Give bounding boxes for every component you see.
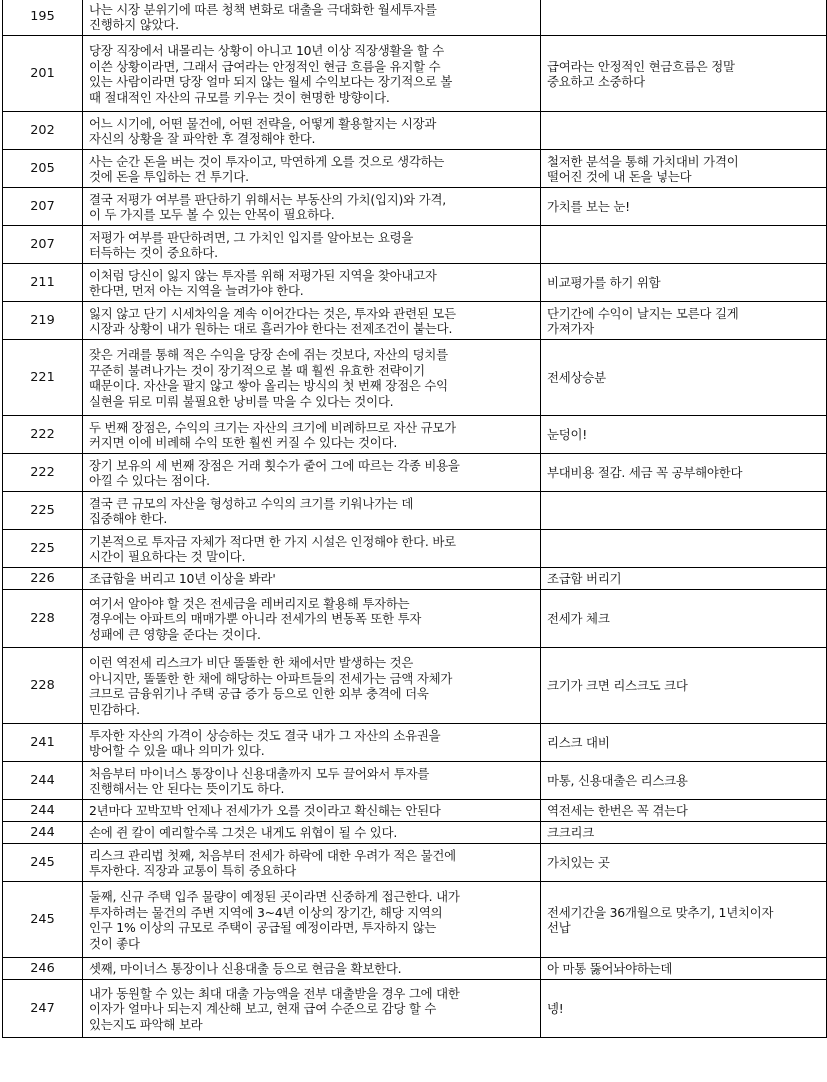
quote-text-cell: 나는 시장 분위기에 따른 청책 변화로 대출을 극대화한 월세투자를 진행하지 않았다. bbox=[83, 0, 541, 36]
quote-text-cell: 여기서 알아야 할 것은 전세금을 레버리지로 활용해 투자하는 경우에는 아파트의 매매가뿐 아니라 전세가의 변동폭 또한 투자 성패에 큰 영향을 준다는 것이다. bbox=[83, 590, 541, 648]
table-row bbox=[3, 416, 827, 454]
note-cell bbox=[541, 0, 827, 36]
note-cell: 마통, 신용대출은 리스크용 bbox=[541, 762, 827, 800]
table-row bbox=[3, 492, 827, 530]
note-cell: 전세상승분 bbox=[541, 340, 827, 416]
quote-text-cell: 둘째, 신규 주택 입주 물량이 예정된 곳이라면 신중하게 접근한다. 내가 투자하려는 물건의 주변 지역에 3~4년 이상의 장기간, 해당 지역의 인구 1% 이상의 규모로 주택이 공급될 예정이라면, 투자하지 않는 것이 좋다 bbox=[83, 882, 541, 958]
table-row bbox=[3, 844, 827, 882]
note-cell: 가치있는 곳 bbox=[541, 844, 827, 882]
table-row bbox=[3, 568, 827, 590]
quote-text-cell: 손에 쥔 칼이 예리할수록 그것은 내게도 위협이 될 수 있다. bbox=[83, 822, 541, 844]
note-cell: 부대비용 절감. 세금 꼭 공부해야한다 bbox=[541, 454, 827, 492]
page-number-cell: 247 bbox=[3, 980, 83, 1038]
note-cell: 넹! bbox=[541, 980, 827, 1038]
table-row bbox=[3, 958, 827, 980]
note-cell: 전세기간을 36개월으로 맞추기, 1년치이자 선납 bbox=[541, 882, 827, 958]
note-cell: 급여라는 안정적인 현금흐름은 정말 중요하고 소중하다 bbox=[541, 36, 827, 112]
note-cell: 철저한 분석을 통해 가치대비 가격이 떨어진 것에 내 돈을 넣는다 bbox=[541, 150, 827, 188]
quote-text-cell: 기본적으로 투자금 자체가 적다면 한 가지 시설은 인정해야 한다. 바로 시간이 필요하다는 것 말이다. bbox=[83, 530, 541, 568]
quote-text-cell: 두 번째 장점은, 수익의 크기는 자산의 크기에 비례하므로 자산 규모가 커지면 이에 비례해 수익 또한 훨씬 커질 수 있다는 것이다. bbox=[83, 416, 541, 454]
notes-table-body bbox=[3, 0, 827, 1038]
quote-text-cell: 조급함을 버리고 10년 이상을 봐라' bbox=[83, 568, 541, 590]
quote-text-cell: 잦은 거래를 통해 적은 수익을 당장 손에 쥐는 것보다, 자산의 덩치를 꾸준히 불려나가는 것이 장기적으로 볼 때 훨씬 유효한 전략이기 때문이다. 자산을 팔지 않고 쌓아 올리는 방식의 첫 번째 장점은 수익 실현을 뒤로 미뤄 불필요한 낭비를 막을 수 있다는 것이다. bbox=[83, 340, 541, 416]
table-row bbox=[3, 590, 827, 648]
page-number-cell: 244 bbox=[3, 800, 83, 822]
quote-text-cell: 2년마다 꼬박꼬박 언제나 전세가가 오를 것이라고 확신해는 안된다 bbox=[83, 800, 541, 822]
table-row bbox=[3, 822, 827, 844]
quote-text-cell: 저평가 여부를 판단하려면, 그 가치인 입지를 알아보는 요령을 터득하는 것이 중요하다. bbox=[83, 226, 541, 264]
note-cell: 크크리크 bbox=[541, 822, 827, 844]
page-number-cell: 225 bbox=[3, 492, 83, 530]
page-number-cell: 244 bbox=[3, 762, 83, 800]
quote-text-cell: 결국 큰 규모의 자산을 형성하고 수익의 크기를 키워나가는 데 집중해야 한다. bbox=[83, 492, 541, 530]
note-cell: 리스크 대비 bbox=[541, 724, 827, 762]
note-cell bbox=[541, 530, 827, 568]
quote-text-cell: 리스크 관리법 첫째, 처음부터 전세가 하락에 대한 우려가 적은 물건에 투자한다. 직장과 교통이 특히 중요하다 bbox=[83, 844, 541, 882]
page-number-cell: 246 bbox=[3, 958, 83, 980]
page-number-cell: 219 bbox=[3, 302, 83, 340]
page-number-cell: 225 bbox=[3, 530, 83, 568]
quote-text-cell: 투자한 자산의 가격이 상승하는 것도 결국 내가 그 자산의 소유권을 방어할 수 있을 때나 의미가 있다. bbox=[83, 724, 541, 762]
table-row bbox=[3, 150, 827, 188]
note-cell: 단기간에 수익이 날지는 모른다 길게 가져가자 bbox=[541, 302, 827, 340]
page-number-cell: 221 bbox=[3, 340, 83, 416]
quote-text-cell: 어느 시기에, 어떤 물건에, 어떤 전략을, 어떻게 활용할지는 시장과 자신의 상황을 잘 파악한 후 결정해야 한다. bbox=[83, 112, 541, 150]
notes-table bbox=[2, 0, 827, 1038]
quote-text-cell: 이처럼 당신이 잃지 않는 투자를 위해 저평가된 지역을 찾아내고자 한다면, 먼저 아는 지역을 늘려가야 한다. bbox=[83, 264, 541, 302]
page-number-cell: 244 bbox=[3, 822, 83, 844]
note-cell bbox=[541, 492, 827, 530]
table-row bbox=[3, 302, 827, 340]
page-number-cell: 226 bbox=[3, 568, 83, 590]
page-number-cell: 211 bbox=[3, 264, 83, 302]
quote-text-cell: 결국 저평가 여부를 판단하기 위해서는 부동산의 가치(입지)와 가격, 이 두 가지를 모두 볼 수 있는 안목이 필요하다. bbox=[83, 188, 541, 226]
page-number-cell: 228 bbox=[3, 648, 83, 724]
note-cell: 가치를 보는 눈! bbox=[541, 188, 827, 226]
page-number-cell: 222 bbox=[3, 454, 83, 492]
table-row bbox=[3, 264, 827, 302]
page-number-cell: 228 bbox=[3, 590, 83, 648]
note-cell bbox=[541, 226, 827, 264]
page-number-cell: 241 bbox=[3, 724, 83, 762]
table-row bbox=[3, 188, 827, 226]
page-number-cell: 207 bbox=[3, 188, 83, 226]
table-row bbox=[3, 980, 827, 1038]
page-number-cell: 245 bbox=[3, 844, 83, 882]
note-cell: 크기가 크면 리스크도 크다 bbox=[541, 648, 827, 724]
note-cell: 역전세는 한번은 꼭 겪는다 bbox=[541, 800, 827, 822]
table-row bbox=[3, 0, 827, 36]
table-row bbox=[3, 112, 827, 150]
page-number-cell: 205 bbox=[3, 150, 83, 188]
quote-text-cell: 잃지 않고 단기 시세차익을 계속 이어간다는 것은, 투자와 관련된 모든 시장과 상황이 내가 원하는 대로 흘러가야 한다는 전제조건이 붙는다. bbox=[83, 302, 541, 340]
note-cell: 비교평가를 하기 위함 bbox=[541, 264, 827, 302]
page-number-cell: 222 bbox=[3, 416, 83, 454]
note-cell: 전세가 체크 bbox=[541, 590, 827, 648]
table-row bbox=[3, 648, 827, 724]
quote-text-cell: 장기 보유의 세 번째 장점은 거래 횟수가 줄어 그에 따르는 각종 비용을 아낄 수 있다는 점이다. bbox=[83, 454, 541, 492]
table-row bbox=[3, 724, 827, 762]
table-row bbox=[3, 762, 827, 800]
page-number-cell: 245 bbox=[3, 882, 83, 958]
table-row bbox=[3, 226, 827, 264]
page-number-cell: 201 bbox=[3, 36, 83, 112]
quote-text-cell: 셋째, 마이너스 통장이나 신용대출 등으로 현금을 확보한다. bbox=[83, 958, 541, 980]
note-cell: 조급함 버리기 bbox=[541, 568, 827, 590]
page-number-cell: 202 bbox=[3, 112, 83, 150]
quote-text-cell: 처음부터 마이너스 통장이나 신용대출까지 모두 끌어와서 투자를 진행해서는 안 된다는 뜻이기도 하다. bbox=[83, 762, 541, 800]
table-row bbox=[3, 882, 827, 958]
quote-text-cell: 이런 역전세 리스크가 비단 똘똘한 한 채에서만 발생하는 것은 아니지만, 똘똘한 한 채에 해당하는 아파트들의 전세가는 금액 자체가 크므로 금융위기나 주택 공급 증가 등으로 인한 외부 충격에 더욱 민감하다. bbox=[83, 648, 541, 724]
table-row bbox=[3, 800, 827, 822]
note-cell: 눈덩이! bbox=[541, 416, 827, 454]
note-cell bbox=[541, 112, 827, 150]
note-cell: 아 마통 뚫어놔야하는데 bbox=[541, 958, 827, 980]
quote-text-cell: 내가 동원할 수 있는 최대 대출 가능액을 전부 대출받을 경우 그에 대한 이자가 얼마나 되는지 계산해 보고, 현재 급여 수준으로 감당 할 수 있는지도 파악해 보라 bbox=[83, 980, 541, 1038]
page-number-cell: 195 bbox=[3, 0, 83, 36]
quote-text-cell: 사는 순간 돈을 버는 것이 투자이고, 막연하게 오를 것으로 생각하는 것에 돈을 투입하는 건 투기다. bbox=[83, 150, 541, 188]
page-number-cell: 207 bbox=[3, 226, 83, 264]
table-row bbox=[3, 340, 827, 416]
table-row bbox=[3, 454, 827, 492]
quote-text-cell: 당장 직장에서 내몰리는 상황이 아니고 10년 이상 직장생활을 할 수 이쓴 상황이라면, 그래서 급여라는 안정적인 현금 흐름을 유지할 수 있는 사람이라면 당장 얼마 되지 않는 월세 수익보다는 장기적으로 볼 때 절대적인 자산의 규모를 키우는 것이 현명한 방향이다. bbox=[83, 36, 541, 112]
table-row bbox=[3, 36, 827, 112]
table-row bbox=[3, 530, 827, 568]
